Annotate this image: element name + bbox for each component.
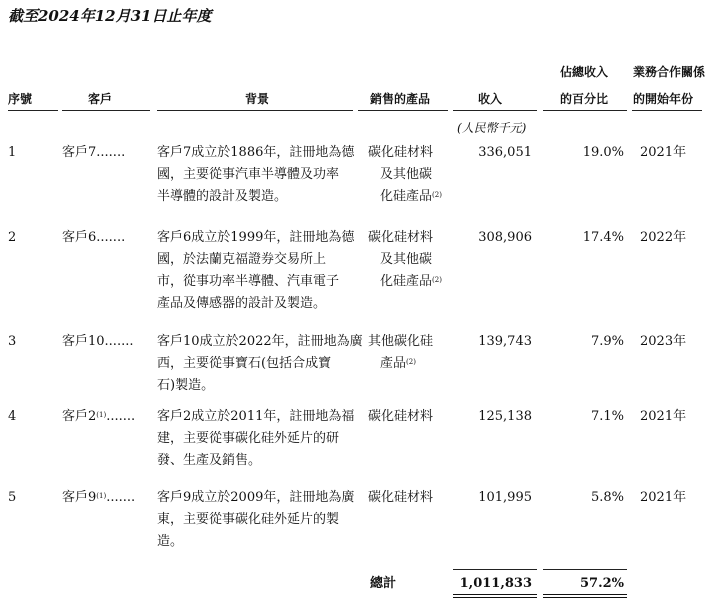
row-customer: [62, 145, 125, 161]
row-background-line: 西，主要從事寶石(包括合成寶: [157, 356, 332, 371]
leader-dots: .......: [96, 230, 126, 245]
row-customer: [62, 490, 135, 506]
row-seq: 1: [8, 145, 17, 160]
row-product-line: 化硅產品$^{(2)}$: [380, 189, 442, 204]
product-footnote: (2): [432, 276, 442, 284]
row-product-line: 其他碳化硅: [368, 334, 434, 349]
row-background-line: 石)製造。: [157, 378, 215, 393]
customer-name: 客戶2: [62, 409, 97, 424]
total-double-rule-pct-1: [543, 594, 627, 595]
row-revenue: 336,051: [478, 145, 532, 160]
row-seq: 4: [8, 409, 17, 424]
row-background-line: 造。: [157, 534, 184, 549]
leader-dots: .......: [106, 409, 136, 424]
customer-name: 客戶7: [62, 145, 97, 160]
header-rule-customer: [62, 110, 150, 111]
header-rule-product: [358, 110, 448, 111]
total-double-rule-pct-2: [543, 597, 627, 598]
row-background-line: 市，從事功率半導體、汽車電子: [157, 274, 340, 289]
header-rule-seq: [8, 110, 58, 111]
row-seq: 5: [8, 490, 17, 505]
product-footnote: (2): [432, 191, 442, 199]
row-percentage: 17.4%: [582, 230, 624, 245]
header-rule-background: [157, 110, 353, 111]
row-seq: 2: [8, 230, 17, 245]
row-seq: 3: [8, 334, 17, 349]
row-background-line: 客戶9成立於2009年，註冊地為廣: [157, 490, 355, 505]
total-top-rule-pct: [543, 569, 627, 570]
row-background-line: 建，主要從事碳化硅外延片的研: [157, 431, 340, 446]
row-background-line: 客戶6成立於1999年，註冊地為德: [157, 230, 355, 245]
customer-name: 客戶6: [62, 230, 97, 245]
row-start-year: 2021年: [640, 145, 687, 160]
header-customer: 客戶: [88, 92, 113, 106]
header-percentage-line1: 佔總收入: [560, 65, 609, 79]
row-background-line: 產品及傳感器的設計及製造。: [157, 296, 327, 311]
leader-dots: .......: [106, 490, 136, 505]
row-start-year: 2021年: [640, 490, 687, 505]
header-rule-revenue: [453, 110, 537, 111]
row-product-line: 碳化硅材料: [368, 490, 434, 505]
row-product-line: 及其他碳: [380, 167, 433, 182]
row-percentage: 5.8%: [590, 490, 624, 505]
row-product-line: 化硅產品$^{(2)}$: [380, 274, 442, 289]
leader-dots: .......: [96, 145, 126, 160]
row-start-year: 2021年: [640, 409, 687, 424]
row-revenue: 139,743: [478, 334, 532, 349]
row-customer: [62, 409, 135, 425]
row-percentage: 19.0%: [582, 145, 624, 160]
row-background-line: 客戶2成立於2011年，註冊地為福: [157, 409, 355, 424]
row-product-line: 碳化硅材料: [368, 145, 434, 160]
row-background-line: 國，主要從事汽車半導體及功率: [157, 167, 340, 182]
row-customer: [62, 334, 133, 350]
row-product-line: 碳化硅材料: [368, 409, 434, 424]
row-product-line: 碳化硅材料: [368, 230, 434, 245]
total-top-rule-revenue: [453, 569, 537, 570]
row-product-line: 產品$^{(2)}$: [380, 356, 416, 371]
row-background-line: 發、生產及銷售。: [157, 453, 262, 468]
row-percentage: 7.1%: [590, 409, 624, 424]
total-percentage: 57.2%: [579, 576, 624, 591]
header-background: 背景: [245, 92, 270, 106]
header-seq: 序號: [8, 92, 33, 106]
table-title: 截至2024年12月31日止年度: [8, 7, 212, 25]
row-revenue: 101,995: [478, 490, 532, 505]
row-background-line: 半導體的設計及製造。: [157, 189, 288, 204]
unit-label: (人民幣千元): [457, 121, 527, 135]
row-background-line: 東，主要從事碳化硅外延片的製: [157, 512, 340, 527]
total-label: 總計: [370, 576, 397, 591]
leader-dots: .......: [104, 334, 134, 349]
customer-footnote: (1): [96, 492, 107, 500]
total-double-rule-revenue-1: [453, 594, 537, 595]
row-start-year: 2023年: [640, 334, 687, 349]
row-customer: [62, 230, 125, 246]
header-rule-year: [632, 110, 702, 111]
row-percentage: 7.9%: [590, 334, 624, 349]
row-revenue: 308,906: [478, 230, 532, 245]
customer-footnote: (1): [96, 411, 107, 419]
header-revenue: 收入: [478, 92, 503, 106]
row-background-line: 客戶10成立於2022年，註冊地為廣: [157, 334, 363, 349]
header-start-year-line1: 業務合作關係: [633, 65, 706, 79]
header-percentage-line2: 的百分比: [560, 92, 609, 106]
row-background-line: 客戶7成立於1886年，註冊地為德: [157, 145, 355, 160]
header-product: 銷售的產品: [370, 92, 431, 106]
customer-name: 客戶9: [62, 490, 97, 505]
row-revenue: 125,138: [478, 409, 532, 424]
row-background-line: 國，於法蘭克福證券交易所上: [157, 252, 327, 267]
total-revenue: 1,011,833: [459, 576, 532, 591]
total-double-rule-revenue-2: [453, 597, 537, 598]
header-start-year-line2: 的開始年份: [633, 92, 694, 106]
product-footnote: (2): [406, 358, 416, 366]
header-rule-pct: [543, 110, 627, 111]
customer-name: 客戶10: [62, 334, 105, 349]
row-product-line: 及其他碳: [380, 252, 433, 267]
row-start-year: 2022年: [640, 230, 687, 245]
